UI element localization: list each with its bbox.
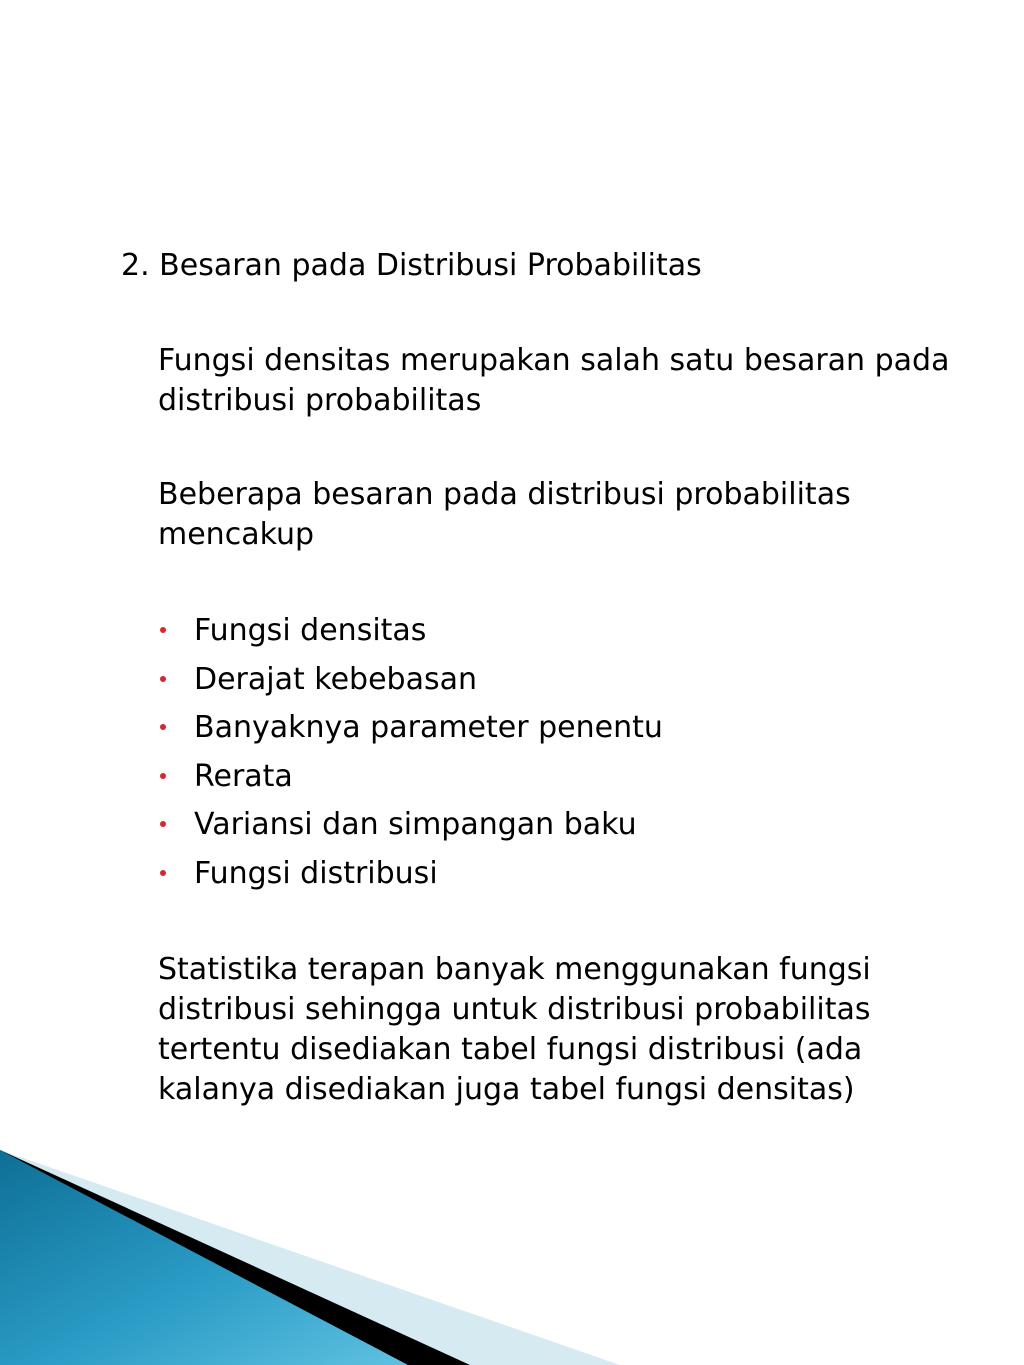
bullet-icon — [160, 870, 166, 876]
bullet-icon — [160, 724, 166, 730]
list-item-label: Fungsi densitas — [194, 613, 427, 648]
bullet-icon — [160, 676, 166, 682]
list-item-label: Derajat kebebasan — [194, 661, 478, 697]
bullet-icon — [160, 627, 166, 633]
list-item-label: Fungsi distribusi — [194, 855, 438, 891]
corner-blue-wedge — [0, 1150, 408, 1365]
list-item — [158, 659, 663, 708]
list-item-label: Variansi dan simpangan baku — [194, 807, 637, 842]
list-item — [158, 853, 663, 902]
corner-decoration — [0, 1150, 620, 1365]
bullet-icon — [160, 821, 166, 827]
bullet-list — [158, 610, 663, 901]
paragraph-applied-statistics: Statistika terapan banyak menggunakan fungsi distribusi sehingga untuk distribusi probabilitas tertentu disediakan tabel fungsi distribusi (ada kalanya disediakan juga tabel fungsi densitas) — [158, 952, 871, 1107]
slide-heading: 2. Besaran pada Distribusi Probabilitas — [121, 248, 702, 283]
bullet-icon — [160, 773, 166, 779]
list-item — [158, 610, 663, 659]
list-item-label: Banyaknya parameter penentu — [194, 710, 663, 745]
list-item — [158, 707, 663, 756]
paragraph-density: Fungsi densitas merupakan salah satu besaran pada distribusi probabilitas — [158, 343, 950, 418]
list-item — [158, 756, 663, 805]
paragraph-quantities: Beberapa besaran pada distribusi probabilitas mencakup — [158, 477, 851, 552]
list-item-label: Rerata — [194, 758, 293, 794]
list-item — [158, 804, 663, 853]
